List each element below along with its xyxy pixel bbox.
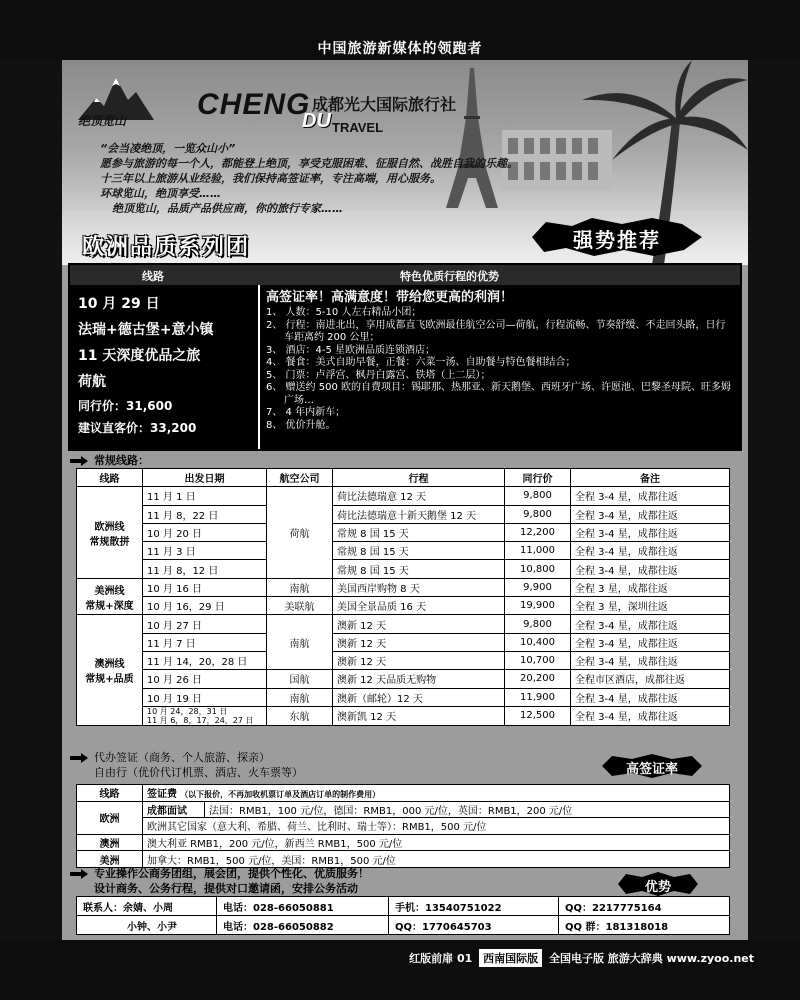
visa-col-fee: 签证费 （以下报价，不再加收机票订单及酒店订单的制作费用） [143, 785, 730, 802]
qq-2[interactable]: QQ：1770645703 [389, 916, 559, 935]
advantage-item: 8、 优价升舱。 [266, 419, 336, 431]
visa-line-2: 自由行（优价代订机票、酒店、火车票等） [94, 766, 303, 779]
table-row: 欧洲 成都面试 法国：RMB1，100 元/位，德国：RMB1，000 元/位，英国：RMB1，200 元/位 [77, 801, 730, 818]
visa-line-1: 代办签证（商务、个人旅游、探亲） [94, 751, 270, 764]
col-price: 同行价 [505, 469, 571, 487]
phone-2[interactable]: 电话：028-66050882 [217, 916, 389, 935]
advantage-item: 7、 4 年内新车； [266, 407, 346, 418]
series-title: 欧洲品质系列团 [82, 235, 251, 260]
regular-routes-heading [70, 452, 149, 468]
featured-tour [68, 263, 742, 451]
featured-headline: 高签证率！高满意度！带给您更高的利润！ [266, 290, 514, 305]
visa-europe: 欧洲 [77, 801, 143, 834]
flyer-page [62, 60, 748, 940]
visa-section-heading [70, 750, 303, 780]
brand-cheng: CHENG [197, 88, 311, 121]
regular-routes-label: 常规线路： [94, 454, 149, 467]
tagline-global: 环球览山，绝顶享受…… [100, 187, 221, 200]
col-note: 备注 [571, 469, 730, 487]
tagline-vision: 愿参与旅游的每一个人，都能登上绝顶，享受克服困难、征服自然、战胜自我的乐趣。 [100, 157, 518, 170]
visa-fee-table [76, 784, 730, 868]
contact-table [76, 896, 730, 935]
featured-advantages [260, 285, 740, 449]
airline-klm: 荷航 [267, 487, 333, 578]
table-row: 欧洲线 常规散拼 11 月 1 日 荷航 荷比法德瑞意 12 天 9,800 全程 3-4 星，成都往返 [77, 487, 730, 505]
bottom-bar [0, 940, 800, 1000]
featured-peer-price: 同行价：31,600 [78, 399, 173, 413]
advantage-item: 1、 人数：5-10 人左右精品小团； [266, 307, 422, 318]
featured-duration: 11 天深度优品之旅 [78, 348, 201, 364]
table-row: 欧洲其它国家（意大利、希腊、荷兰、比利时、瑞士等）：RMB1，500 元/位 [77, 818, 730, 835]
tagline-experience: 十三年以上旅游从业经验，我们保持高签证率，专注高端，用心服务。 [100, 172, 441, 185]
arrow-right-icon [70, 869, 88, 879]
table-row: 10 月 19 日 南航 澳新（邮轮）12 天 11,900 全程 3-4 星，成都往返 [77, 688, 730, 706]
advantage-item: 6、 赠送约 500 欧的自费项目：锡耶那、热那亚、新天鹅堡、西班牙广场、许愿池、巴黎圣母院、旺多姆广场… [266, 382, 731, 406]
advantage-item: 2、 行程：南进北出，享用成都直飞欧洲最佳航空公司—荷航，行程流畅、节奏舒缓、不走回头路，日行车距离约 200 公里； [266, 319, 726, 343]
featured-col-advantage: 特色优质行程的优势 [400, 270, 499, 283]
col-date: 出发日期 [143, 469, 267, 487]
table-row: 11 月 8，12 日 常规 8 国 15 天 10,800 全程 3-4 星，成都往返 [77, 560, 730, 578]
table-row [77, 916, 730, 935]
table-row: 10 月 16，29 日 美联航 美国全景品质 16 天 19,900 全程 3 星，深圳往返 [77, 597, 730, 615]
mobile[interactable]: 手机：13540751022 [389, 897, 559, 916]
footer-edition-box: 西南国际版 [479, 949, 542, 967]
advantage-label: 优势 [644, 880, 671, 895]
table-row: 澳洲线 常规+品质 10 月 27 日 南航 澳新 12 天 9,800 全程 3-4 星，成都往返 [77, 615, 730, 633]
col-itinerary: 行程 [333, 469, 505, 487]
regular-routes-table [76, 468, 730, 726]
visa-australia: 澳洲 [77, 834, 143, 851]
visa-america: 美洲 [77, 851, 143, 868]
advantage-item: 5、 门票：卢浮宫、枫丹白露宫、铁塔（上二层）； [266, 369, 491, 381]
business-section [70, 866, 369, 896]
logo-text: 绝顶览山 [78, 114, 127, 128]
arrow-right-icon [70, 456, 88, 466]
top-slogan: 中国旅游新媒体的领跑者 [317, 41, 483, 57]
qq-1[interactable]: QQ：2217775164 [559, 897, 730, 916]
table-row [77, 897, 730, 916]
contact-persons-2: 小钟、小尹 [77, 916, 217, 935]
strong-recommend-label: 强势推荐 [573, 228, 661, 252]
table-row: 美洲线 常规+深度 10 月 16 日 南航 美国西岸购物 8 天 9,900 全程 3 星，成都往返 [77, 578, 730, 596]
mountain-logo-icon [76, 70, 156, 140]
advantage-item: 3、 酒店：4-5 星欧洲品质连锁酒店； [266, 344, 436, 356]
table-header-row [77, 469, 730, 487]
business-line-2: 设计商务、公务行程，提供对口邀请函，安排公务活动 [94, 882, 358, 895]
eiffel-tower-icon [442, 68, 502, 208]
high-visa-badge [602, 754, 702, 778]
brand-du: DU [302, 110, 331, 132]
banner [62, 60, 748, 265]
featured-summary [70, 285, 258, 449]
airline-china-southern: 南航 [267, 615, 333, 670]
footer-site[interactable]: 全国电子版 旅游大辞典 www.zyoo.net [548, 952, 754, 965]
col-route: 线路 [77, 469, 143, 487]
col-airline: 航空公司 [267, 469, 333, 487]
table-row: 11 月 14，20，28 日 澳新 12 天 10,700 全程 3-4 星，成都往返 [77, 651, 730, 669]
tagline-expert: 绝顶览山，品质产品供应商，你的旅行专家…… [112, 202, 343, 215]
featured-route: 法瑞+德古堡+意小镇 [78, 322, 214, 338]
featured-date: 10 月 29 日 [78, 296, 160, 312]
table-row: 10 月 24，28，31 日 11 月 6，8，17，24，27 日 东航 澳新凯 12 天 12,500 全程 3-4 星，成都往返 [77, 706, 730, 725]
strong-recommend-badge [532, 218, 702, 256]
table-row [77, 785, 730, 802]
featured-airline: 荷航 [78, 374, 106, 390]
featured-retail-price: 建议直客价：33,200 [78, 421, 197, 435]
footer [409, 949, 754, 967]
table-row: 10 月 20 日 常规 8 国 15 天 12,200 全程 3-4 星，成都往返 [77, 523, 730, 541]
high-visa-label: 高签证率 [625, 762, 678, 777]
business-line-1: 专业操作公商务团组，展会团，提供个性化、优质服务！ [94, 867, 369, 880]
brand-chinese-name: 成都光大国际旅行社 [312, 95, 457, 114]
table-row: 美洲 加拿大：RMB1，500 元/位，美国：RMB1，500 元/位 [77, 851, 730, 868]
brand-travel: TRAVEL [332, 120, 384, 135]
footer-prefix: 红版前扉 01 [409, 952, 473, 965]
phone-1[interactable]: 电话：028-66050881 [217, 897, 389, 916]
table-row: 10 月 26 日 国航 澳新 12 天品质无购物 20,200 全程市区酒店，成都往返 [77, 670, 730, 688]
route-europe: 欧洲线 常规散拼 [77, 487, 143, 578]
arrow-right-icon [70, 753, 88, 763]
featured-col-route: 线路 [142, 270, 164, 283]
table-row: 11 月 3 日 常规 8 国 15 天 11,000 全程 3-4 星，成都往返 [77, 542, 730, 560]
qq-group[interactable]: QQ 群：181318018 [559, 916, 730, 935]
route-australia: 澳洲线 常规+品质 [77, 615, 143, 725]
tagline-quote: “会当凌绝顶，一览众山小” [100, 142, 236, 155]
table-row: 11 月 7 日 澳新 12 天 10,400 全程 3-4 星，成都往返 [77, 633, 730, 651]
table-row: 11 月 8，22 日 荷比法德瑞意十新天鹅堡 12 天 9,800 全程 3-4 星，成都往返 [77, 505, 730, 523]
advantage-badge [618, 872, 698, 896]
route-america: 美洲线 常规+深度 [77, 578, 143, 615]
top-bar [0, 0, 800, 60]
featured-header [70, 265, 740, 285]
contact-persons-1: 联系人：余婧、小周 [77, 897, 217, 916]
advantage-item: 4、 餐食：美式自助早餐，正餐：六菜一汤、自助餐与特色餐相结合； [266, 357, 576, 368]
table-row: 澳洲 澳大利亚 RMB1，200 元/位，新西兰 RMB1，500 元/位 [77, 834, 730, 851]
multi-date-cell: 10 月 24，28，31 日 11 月 6，8，17，24，27 日 [143, 706, 267, 725]
visa-col-route: 线路 [77, 785, 143, 802]
